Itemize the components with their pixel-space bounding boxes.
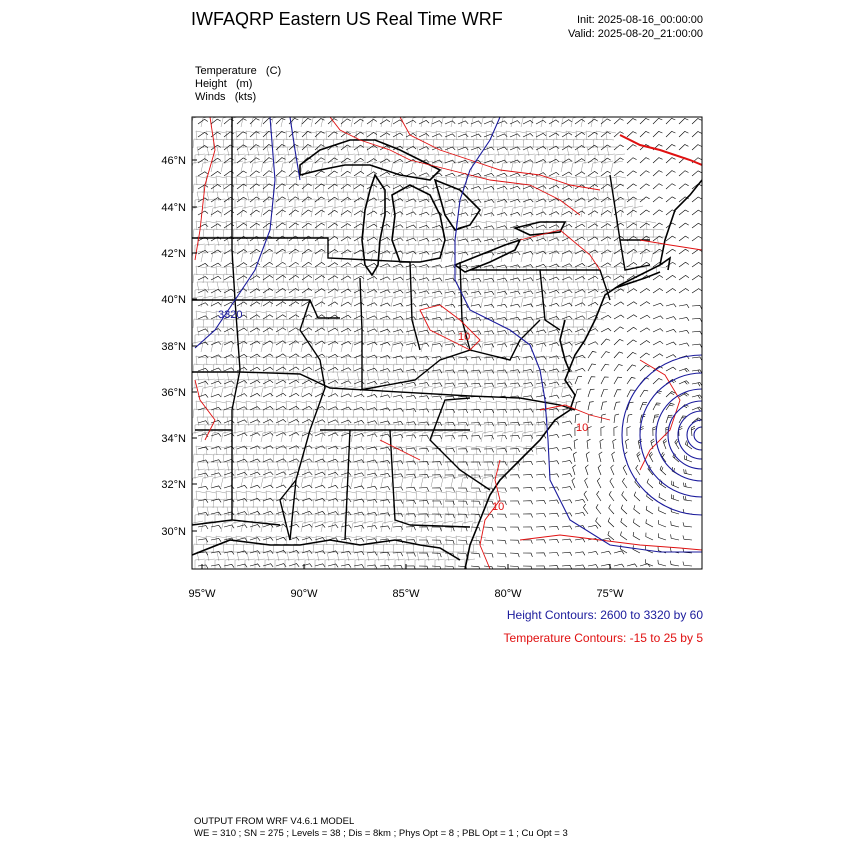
lon-label: 90°W [290,588,318,600]
init-time: Init: 2025-08-16_00:00:00 [577,14,703,26]
lon-label: 85°W [392,588,420,600]
height-contour-info: Height Contours: 2600 to 3320 by 60 [506,608,703,622]
temp-contour-label: 10 [492,501,505,513]
plot-title: IWFAQRP Eastern US Real Time WRF [191,9,503,29]
temperature-contour-info: Temperature Contours: -15 to 25 by 5 [503,631,703,645]
legend-temperature: Temperature (C) [195,65,282,77]
lat-label: 42°N [161,248,186,260]
lat-label: 40°N [161,294,186,306]
model-info-footer [194,816,568,840]
county-boundaries [191,116,667,569]
height-contour-label: 3320 [218,309,243,321]
lat-label: 46°N [161,155,186,167]
lat-label: 32°N [161,479,186,491]
lat-label: 30°N [161,526,186,538]
footer-line-2: WE = 310 ; SN = 275 ; Levels = 38 ; Dis = 8km ; Phys Opt = 8 ; PBL Opt = 1 ; Cu Opt = 3 [194,828,568,839]
legend-height: Height (m) [195,78,253,90]
temp-contour-label: 10 [458,331,471,343]
lat-label: 44°N [161,202,186,214]
legend-winds: Winds (kts) [195,91,257,103]
lon-label: 95°W [188,588,216,600]
lat-label: 38°N [161,341,186,353]
valid-time: Valid: 2025-08-20_21:00:00 [568,28,703,40]
temp-contour-label: 10 [576,422,589,434]
lon-label: 75°W [596,588,624,600]
lon-label: 80°W [494,588,522,600]
lat-label: 34°N [161,433,186,445]
footer-line-1: OUTPUT FROM WRF V4.6.1 MODEL [194,816,355,827]
lat-label: 36°N [161,387,186,399]
